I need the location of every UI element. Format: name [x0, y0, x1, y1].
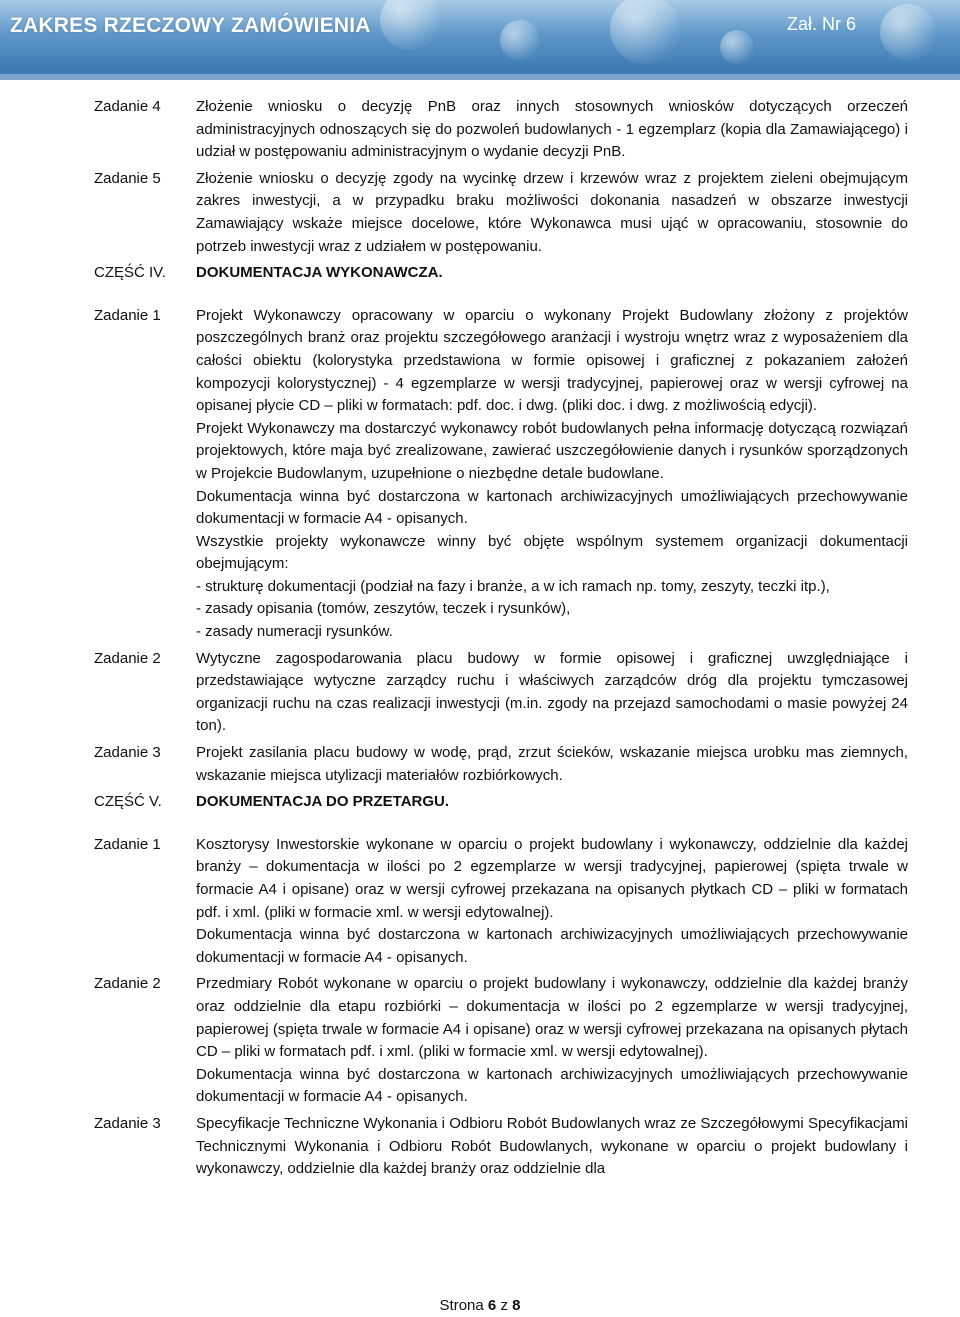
task-description [196, 740, 908, 789]
paragraph: DOKUMENTACJA WYKONAWCZA. [196, 264, 443, 282]
task-description [196, 646, 908, 740]
part-label: CZĘŚĆ V. [94, 793, 162, 811]
paragraph: Wytyczne zagospodarowania placu budowy w formie opisowej i graficznej uwzględniające i przedstawiające wytyczne zarządcy ruchu i właściwych zarządców dróg dla projektu tymczasowej organizacji ruchu na czas realizacji inwestycji (m.in. zgody na przejazd samochodami o masie powyżej 24 ton). [196, 649, 908, 735]
task-label: Zadanie 3 [94, 744, 161, 762]
footer-page-number: 6 [487, 1297, 497, 1314]
decorative-bubble [720, 30, 754, 64]
task-row [6, 971, 956, 1111]
document-body [6, 94, 956, 1183]
footer-separator: z [500, 1297, 508, 1314]
paragraph: DOKUMENTACJA DO PRZETARGU. [196, 793, 450, 811]
decorative-bubble [880, 4, 936, 60]
part-title [196, 789, 908, 816]
part-heading-row [6, 260, 956, 287]
task-row [6, 166, 956, 260]
paragraph: Złożenie wniosku o decyzję PnB oraz innych stosownych wniosków dotyczących orzeczeń administracyjnych odnoszących się do pozwoleń budowlanych - 1 egzemplarz (kopia dla Zamawiającego) i udział w postępowaniu administracyjnym o wydanie decyzji PnB. [196, 98, 908, 161]
task-label: Zadanie 1 [94, 306, 161, 324]
paragraph: - zasady numeracji rysunków. [196, 623, 393, 641]
task-description [196, 832, 908, 972]
paragraph: Projekt Wykonawczy opracowany w oparciu o wykonany Projekt Budowlany złożony z projektów poszczególnych branż oraz projektu szczegółowego aranżacji i wystroju wnętrz wraz z wyposażeniem dla całości obiektu (kolorystyka przedstawiona w formie opisowej i graficznej z pokazaniem założeń kompozycji kolorystycznej) - 4 egzemplarze w wersji tradycyjnej, papierowej oraz w wersji cyfrowej na opisanej płycie CD – pliki w formatach: pdf. doc. i dwg. (pliki doc. i dwg. z możliwością edycji). [196, 306, 908, 415]
paragraph: Wszystkie projekty wykonawcze winny być objęte wspólnym systemem organizacji dokumentacji obejmującym: [196, 532, 908, 573]
task-row [6, 1111, 956, 1183]
paragraph: Dokumentacja winna być dostarczona w kartonach archiwizacyjnych umożliwiających przechowywanie dokumentacji w formacie A4 - opisanych. [196, 487, 908, 528]
task-row [6, 740, 956, 789]
section-gap [6, 816, 956, 832]
decorative-bubble [500, 20, 540, 60]
decorative-bubble [380, 0, 440, 50]
paragraph: Projekt zasilania placu budowy w wodę, prąd, zrzut ścieków, wskazanie miejsca urobku mas ziemnych, wskazanie miejsca utylizacji materiałów rozbiórkowych. [196, 744, 908, 784]
paragraph: Kosztorysy Inwestorskie wykonane w oparciu o projekt budowlany i wykonawczy, oddzielnie dla każdej branży – dokumentacja w ilości po 2 egzemplarze w wersji tradycyjnej, papierowej (spięta trwale w formacie A4 i opisane) oraz w wersji cyfrowej przekazana na opisanych płytkach CD – pliki w formatach pdf. i xml. (pliki w formacie xml. w wersji edytowalnej). [196, 835, 908, 921]
paragraph: Przedmiary Robót wykonane w oparciu o projekt budowlany i wykonawczy, oddzielnie dla każdej branży oraz oddzielnie dla etapu rozbiórki – dokumentacja w ilości po 2 egzemplarze w wersji tradycyjnej, papierowej (spięta trwale w formacie A4 i opisane) oraz w wersji cyfrowej przekazana na opisanych płytach CD – pliki w formatach pdf. i xml. (pliki w formacie xml. w wersji edytowalnej). [196, 975, 908, 1061]
page-footer [0, 1297, 960, 1314]
task-description [196, 166, 908, 260]
footer-page-total: 8 [512, 1297, 521, 1314]
task-label: Zadanie 2 [94, 649, 161, 667]
task-description [196, 303, 908, 646]
header-rule [0, 74, 960, 80]
task-label: Zadanie 4 [94, 98, 161, 115]
task-row [6, 832, 956, 972]
paragraph: Projekt Wykonawczy ma dostarczyć wykonawcy robót budowlanych pełna informację dotyczącą rozwiązań projektowych, które maja być zrealizowane, zawierać uszczegółowienie danych i rysunków sporządzonych w Projekcie Budowlanym, uzupełnione o niezbędne detale budowlane. [196, 419, 908, 482]
part-label: CZĘŚĆ IV. [94, 264, 166, 282]
task-row [6, 303, 956, 646]
paragraph: Dokumentacja winna być dostarczona w kartonach archiwizacyjnych umożliwiających przechowywanie dokumentacji w formacie A4 - opisanych. [196, 1065, 908, 1106]
header-banner [0, 0, 960, 74]
task-label: Zadanie 5 [94, 169, 161, 187]
task-label: Zadanie 1 [94, 835, 161, 853]
part-heading-row [6, 789, 956, 816]
part-title [196, 260, 908, 287]
document-title: ZAKRES RZECZOWY ZAMÓWIENIA [10, 14, 371, 37]
paragraph: Dokumentacja winna być dostarczona w kartonach archiwizacyjnych umożliwiających przechowywanie dokumentacji w formacie A4 - opisanych. [196, 926, 908, 966]
decorative-bubble [610, 0, 680, 64]
section-gap [6, 287, 956, 303]
task-description [196, 971, 908, 1111]
task-description [196, 94, 908, 166]
footer-prefix: Strona [439, 1297, 484, 1314]
paragraph: - zasady opisania (tomów, zeszytów, teczek i rysunków), [196, 600, 571, 618]
appendix-label: Zał. Nr 6 [786, 14, 856, 34]
task-row [6, 94, 956, 166]
task-label: Zadanie 2 [94, 975, 161, 993]
paragraph: - strukturę dokumentacji (podział na fazy i branże, a w ich ramach np. tomy, zeszyty, teczki itp.), [196, 577, 830, 595]
paragraph: Złożenie wniosku o decyzję zgody na wycinkę drzew i krzewów wraz z projektem zieleni obejmującym zakres inwestycji, a w przypadku braku możliwości dokonania nasadzeń w obszarze inwestycji Zamawiający wskaże miejsce docelowe, które Wykonawca musi ująć w opracowaniu, stosownie do potrzeb inwestycji wraz z udziałem w postępowaniu. [196, 169, 908, 255]
task-label: Zadanie 3 [94, 1114, 161, 1132]
paragraph: Specyfikacje Techniczne Wykonania i Odbioru Robót Budowlanych wraz ze Szczegółowymi Specyfikacjami Technicznymi Wykonania i Odbioru Robót Budowlanych, wykonane w oparciu o projekt budowlany i wykonawczy, oddzielnie dla każdej branży oraz oddzielnie dla [196, 1114, 908, 1178]
task-row [6, 646, 956, 740]
task-description [196, 1111, 908, 1183]
